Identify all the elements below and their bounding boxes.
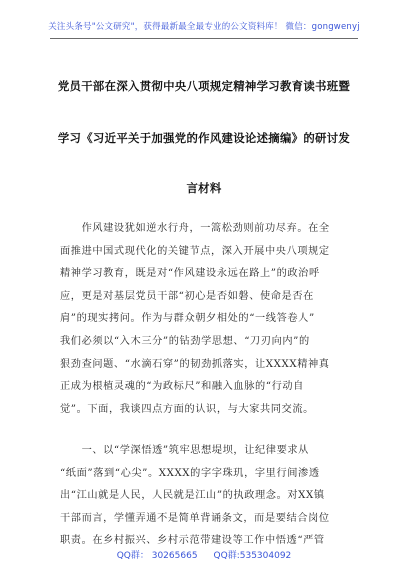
title-line-3: 言材料: [186, 181, 222, 195]
text-line: 干部而言，学懂弄通不是简单背诵条文，而是要结合岗位: [60, 512, 330, 524]
qq-group-1: QQ群： 30265665: [116, 551, 198, 561]
title-line-1: 党员干部在深入贯彻中央八项规定精神学习教育读书班暨: [57, 79, 351, 93]
text-line: 出“江山就是人民，人民就是江山”的执政理念。对XX镇: [60, 490, 325, 502]
title-line-2: 学习《习近平关于加强党的作风建设论述摘编》的研讨发: [57, 131, 351, 145]
text-line: 作风建设犹如逆水行舟，一篙松劲则前功尽弃。在全: [60, 223, 330, 234]
body-paragraph-1: [60, 218, 350, 421]
text-line: “纸面”落到“心尖”。XXXX的字字珠玑，字里行间渗透: [60, 467, 320, 479]
text-line: 面推进中国式现代化的关键节点，深入开展中央八项规定: [60, 245, 330, 257]
body-paragraph-2: [60, 440, 350, 553]
text-line: 职责。在乡村振兴、乡村示范带建设等工作中悟透“严管: [60, 535, 325, 547]
footer-contact: [0, 548, 408, 561]
text-line: 一、以“学深悟透”筑牢思想堤坝，让纪律要求从: [60, 445, 309, 456]
text-line: 应，更是对基层党员干部“初心是否如磐、使命是否在: [60, 290, 314, 302]
header-banner: 关注头条号"公文研究"，获得最新最全最专业的公文资料库！ 微信：gongwenyj: [48, 22, 360, 32]
header-divider: [50, 38, 358, 39]
text-line: 觉”。下面，我谈四点方面的认识，与大家共同交流。: [60, 403, 314, 415]
text-line: 肩”的现实拷问。作为与群众朝夕相处的“一线答卷人”: [60, 313, 315, 325]
text-line: 精神学习教育，既是对“作风建设永远在路上”的政治呼: [60, 268, 320, 280]
text-line: 我们必须以“入木三分”的钻劲学思想、“刀刃向内”的: [60, 335, 310, 347]
text-line: 狠劲查问题、“水滴石穿”的韧劲抓落实，让XXXX精神真: [60, 358, 330, 370]
text-line: 正成为根植灵魂的“为政标尺”和融入血脉的“行动自: [60, 381, 304, 393]
qq-group-2: QQ群:535304092: [213, 551, 292, 561]
